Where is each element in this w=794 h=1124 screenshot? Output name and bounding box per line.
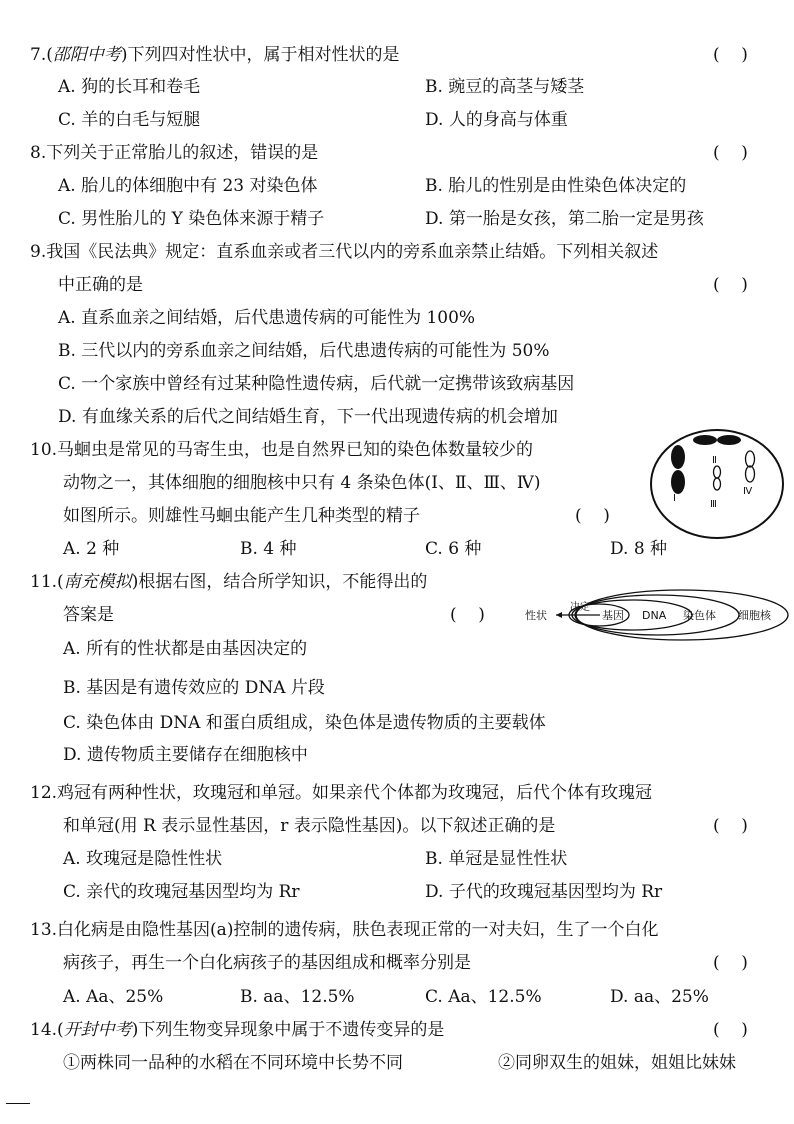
chromosome-IV bbox=[746, 451, 755, 482]
q12-answer-bracket[interactable]: ( ) bbox=[713, 816, 748, 836]
label-III: Ⅲ bbox=[710, 499, 717, 510]
q14-number: 14. bbox=[30, 1020, 58, 1040]
q11-number: 11. bbox=[30, 572, 58, 592]
q8-option-b[interactable]: B. 胎儿的性别是由性染色体决定的 bbox=[425, 176, 687, 196]
q8-stem-line bbox=[30, 142, 318, 164]
q10-option-a[interactable]: A. 2 种 bbox=[63, 539, 120, 559]
q13-option-c[interactable]: C. Aa、12.5% bbox=[425, 987, 542, 1007]
q8-option-c[interactable]: C. 男性胎儿的 Y 染色体来源于精子 bbox=[58, 209, 325, 229]
q7-answer-bracket[interactable]: ( ) bbox=[713, 45, 748, 65]
q14-tag-open: ( bbox=[57, 1020, 64, 1040]
q7-option-a[interactable]: A. 狗的长耳和卷毛 bbox=[58, 77, 201, 97]
q10-number: 10. bbox=[30, 440, 58, 460]
q10-stem-line-2: 动物之一，其体细胞的细胞核中只有 4 条染色体(Ⅰ、Ⅱ、Ⅲ、Ⅳ) bbox=[63, 473, 541, 493]
q7-stem: 下列四对性状中，属于相对性状的是 bbox=[127, 45, 400, 65]
q11-option-b[interactable]: B. 基因是有遗传效应的 DNA 片段 bbox=[63, 678, 325, 698]
q10-chromosome-figure bbox=[647, 427, 787, 541]
gene-label: 基因 bbox=[602, 609, 624, 622]
q12-option-c[interactable]: C. 亲代的玫瑰冠基因型均为 Rr bbox=[63, 882, 300, 902]
dna-label: DNA bbox=[642, 609, 667, 622]
q9-option-c[interactable]: C. 一个家族中曾经有过某种隐性遗传病，后代就一定携带该致病基因 bbox=[58, 374, 575, 394]
q11-option-c[interactable]: C. 染色体由 DNA 和蛋白质组成，染色体是遗传物质的主要载体 bbox=[63, 713, 546, 733]
q13-option-a[interactable]: A. Aa、25% bbox=[63, 987, 164, 1007]
q9-option-a[interactable]: A. 直系血亲之间结婚，后代患遗传病的可能性为 100% bbox=[58, 308, 476, 328]
chromosome-III bbox=[714, 466, 721, 490]
q13-stem-line-2: 病孩子，再生一个白化病孩子的基因组成和概率分别是 bbox=[63, 953, 471, 973]
q12-option-b[interactable]: B. 单冠是显性性状 bbox=[425, 849, 568, 869]
q12-option-d[interactable]: D. 子代的玫瑰冠基因型均为 Rr bbox=[425, 882, 663, 902]
q13-option-b[interactable]: B. aa、12.5% bbox=[240, 987, 355, 1007]
q11-source-tag: 南充模拟 bbox=[63, 572, 132, 592]
nucleus-label: 细胞核 bbox=[738, 609, 771, 622]
q11-answer-bracket[interactable]: ( ) bbox=[450, 605, 485, 625]
trait-label: 性状 bbox=[525, 609, 547, 622]
q9-option-d[interactable]: D. 有血缘关系的后代之间结婚生育，下一代出现遗传病的机会增加 bbox=[58, 407, 558, 427]
q9-stem-line-2: 中正确的是 bbox=[58, 275, 143, 295]
label-I: Ⅰ bbox=[673, 493, 676, 504]
q10-option-b[interactable]: B. 4 种 bbox=[240, 539, 297, 559]
chromosome-label: 染色体 bbox=[683, 609, 716, 622]
q9-stem-1: 我国《民法典》规定：直系血亲或者三代以内的旁系血亲禁止结婚。下列相关叙述 bbox=[46, 242, 659, 262]
label-II: Ⅱ bbox=[712, 455, 717, 466]
q9-option-b[interactable]: B. 三代以内的旁系血亲之间结婚，后代患遗传病的可能性为 50% bbox=[58, 341, 550, 361]
q12-stem-line-1 bbox=[30, 782, 652, 804]
q14-tag-close: ) bbox=[131, 1020, 139, 1040]
q14-item-1[interactable]: ①两株同一品种的水稻在不同环境中长势不同 bbox=[63, 1053, 403, 1073]
arrow-head bbox=[556, 612, 562, 618]
q13-option-d[interactable]: D. aa、25% bbox=[610, 987, 709, 1007]
q11-tag-open: ( bbox=[57, 572, 64, 592]
decide-label: 决定 bbox=[570, 602, 590, 613]
q11-stem-1: 根据右图，结合所学知识，不能得出的 bbox=[138, 572, 428, 592]
q13-stem-line-1 bbox=[30, 919, 658, 941]
q11-stem-line-2: 答案是 bbox=[63, 605, 114, 625]
q14-item-2[interactable]: ②同卵双生的姐妹，姐姐比妹妹 bbox=[498, 1053, 736, 1073]
q12-option-a[interactable]: A. 玫瑰冠是隐性性状 bbox=[63, 849, 223, 869]
q10-stem-line-3: 如图所示。则雄性马蛔虫能产生几种类型的精子 bbox=[63, 506, 420, 526]
q9-answer-bracket[interactable]: ( ) bbox=[713, 275, 748, 295]
q12-stem-1: 鸡冠有两种性状，玫瑰冠和单冠。如果亲代个体都为玫瑰冠，后代个体有玫瑰冠 bbox=[57, 783, 653, 803]
q8-number: 8. bbox=[30, 143, 47, 163]
page-footer-rule bbox=[6, 1103, 30, 1104]
q13-number: 13. bbox=[30, 920, 58, 940]
q8-stem: 下列关于正常胎儿的叙述，错误的是 bbox=[46, 143, 319, 163]
q9-number: 9. bbox=[30, 242, 47, 262]
chromosome-II bbox=[693, 435, 741, 445]
q7-option-b[interactable]: B. 豌豆的高茎与矮茎 bbox=[425, 77, 585, 97]
chromosome-I bbox=[671, 445, 685, 494]
q13-stem-1: 白化病是由隐性基因(a)控制的遗传病，肤色表现正常的一对夫妇，生了一个白化 bbox=[57, 920, 659, 940]
q10-stem-1: 马蛔虫是常见的马寄生虫，也是自然界已知的染色体数量较少的 bbox=[57, 440, 534, 460]
q7-tag-close: ) bbox=[120, 45, 128, 65]
q8-option-d[interactable]: D. 第一胎是女孩，第二胎一定是男孩 bbox=[425, 209, 704, 229]
q10-option-d[interactable]: D. 8 种 bbox=[610, 539, 668, 559]
q8-option-a[interactable]: A. 胎儿的体细胞中有 23 对染色体 bbox=[58, 176, 318, 196]
cell-outline bbox=[651, 430, 783, 538]
q12-number: 12. bbox=[30, 783, 58, 803]
q10-answer-bracket[interactable]: ( ) bbox=[575, 506, 610, 526]
q11-stem-line-1 bbox=[30, 571, 427, 593]
q13-answer-bracket[interactable]: ( ) bbox=[713, 953, 748, 973]
q8-answer-bracket[interactable]: ( ) bbox=[713, 143, 748, 163]
q11-option-a[interactable]: A. 所有的性状都是由基因决定的 bbox=[63, 639, 308, 659]
q7-option-c[interactable]: C. 羊的白毛与短腿 bbox=[58, 110, 201, 130]
q10-stem-line-1 bbox=[30, 439, 533, 461]
q11-tag-close: ) bbox=[131, 572, 139, 592]
q14-answer-bracket[interactable]: ( ) bbox=[713, 1020, 748, 1040]
q7-number: 7. bbox=[30, 45, 47, 65]
q11-genetics-diagram bbox=[522, 586, 790, 642]
q14-source-tag: 开封中考 bbox=[63, 1020, 132, 1040]
q10-option-c[interactable]: C. 6 种 bbox=[425, 539, 482, 559]
q14-stem-line bbox=[30, 1019, 444, 1041]
q12-stem-line-2: 和单冠(用 R 表示显性基因，r 表示隐性基因)。以下叙述正确的是 bbox=[63, 816, 556, 836]
q7-stem-line bbox=[30, 44, 400, 66]
q7-tag-open: ( bbox=[46, 45, 53, 65]
q9-stem-line-1 bbox=[30, 241, 658, 263]
q7-option-d[interactable]: D. 人的身高与体重 bbox=[425, 110, 568, 130]
label-IV: Ⅳ bbox=[743, 486, 753, 497]
q7-source-tag: 邵阳中考 bbox=[52, 45, 121, 65]
q11-option-d[interactable]: D. 遗传物质主要储存在细胞核中 bbox=[63, 745, 308, 765]
q14-stem: 下列生物变异现象中属于不遗传变异的是 bbox=[138, 1020, 445, 1040]
